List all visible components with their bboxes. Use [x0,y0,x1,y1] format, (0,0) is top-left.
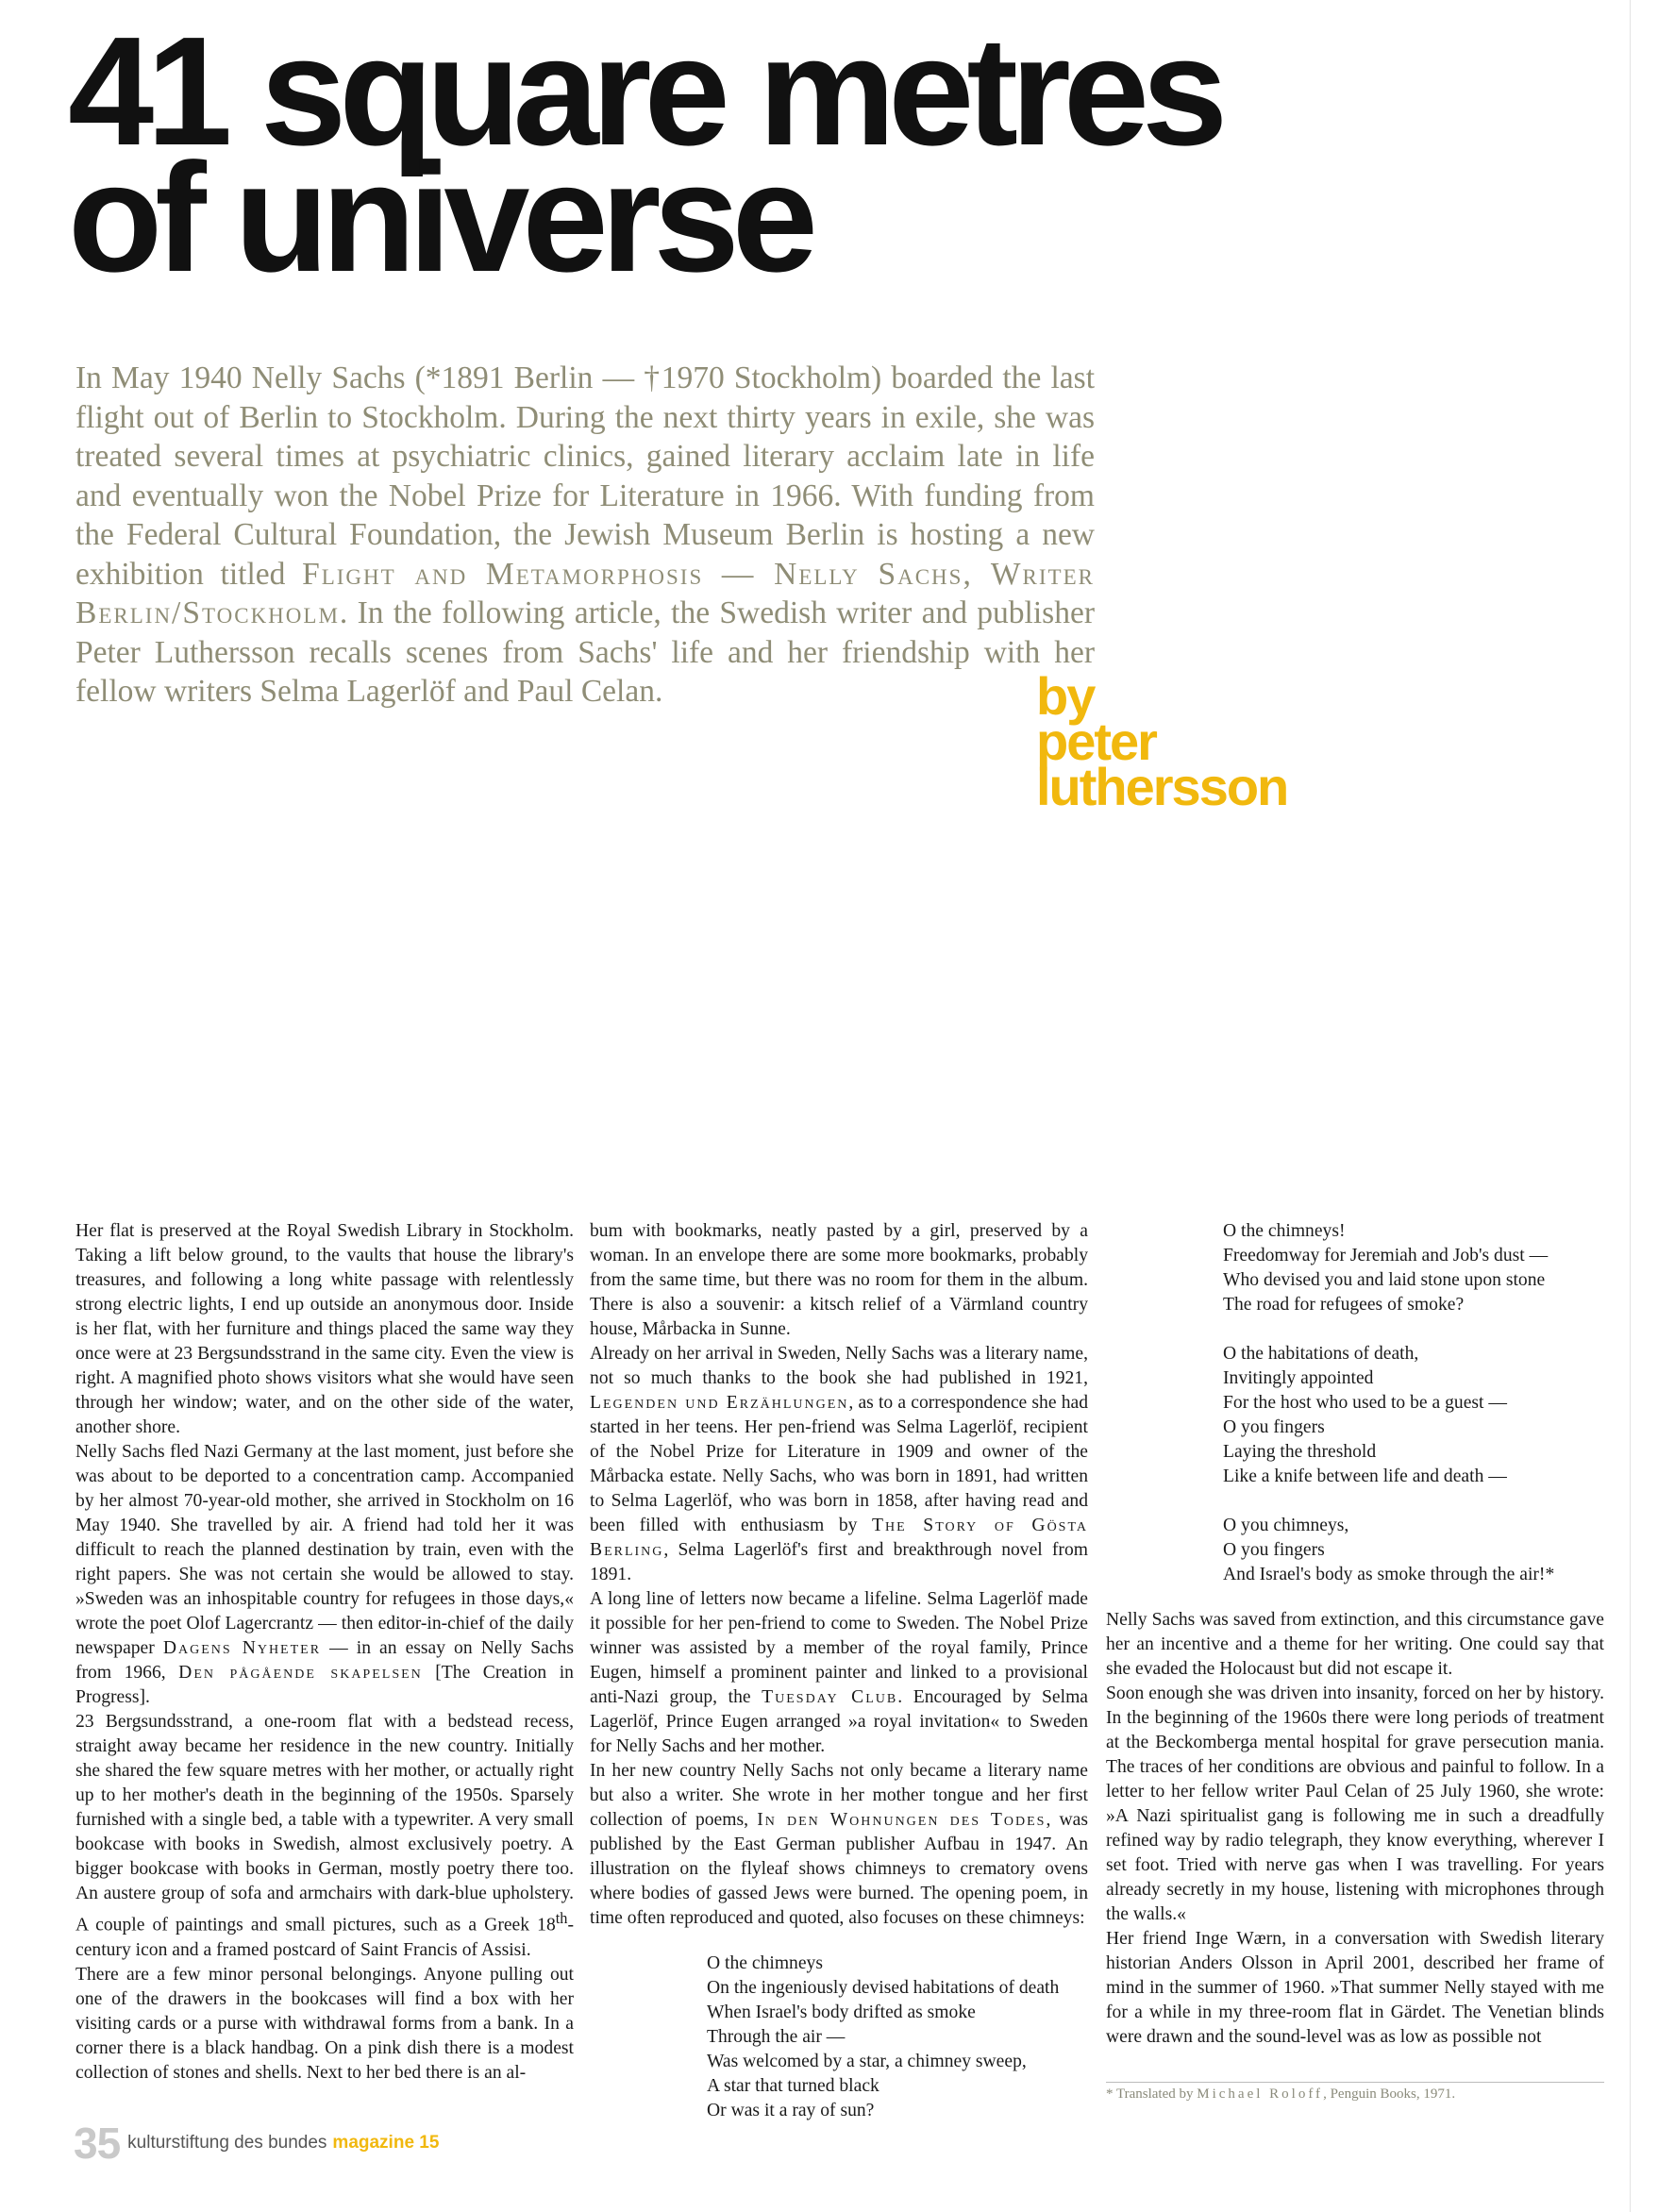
poem-line: Laying the threshold [1223,1442,1377,1462]
poem-line: Invitingly appointed [1223,1368,1374,1388]
title-line-2: of universe [68,131,811,305]
byline [1036,666,1288,816]
paragraph-text: , was published by the East German publisher Aufbau in 1947. An illustration on the flyleaf shows chimneys to crematory ovens where bodies of gassed Jews were burned. The opening poem, in time often reproduced and quoted, also focuses on these chimneys: [590,1810,1089,1928]
book-title: Legenden und Erzählungen [590,1393,849,1413]
poem-line: Through the air — [707,2027,846,2047]
paragraph-text: In her new country Nelly Sachs not only became a literary name but also a writer. She wrote in her mother tongue and her first collection of poems, [590,1761,1088,1830]
body-column-1 [75,1219,574,2106]
poem-line: O you fingers [1223,1417,1325,1437]
essay-title: Den pågående skapelsen [178,1663,423,1683]
body-column-2 [590,1219,1089,2120]
poem-line: The road for refugees of smoke? [1223,1295,1465,1315]
poem-line: O you chimneys, [1223,1516,1349,1535]
book-title: In den Wohnungen des Todes [757,1810,1047,1830]
article-title [68,5,1483,305]
paragraph [590,1759,1088,1931]
paragraph-text: -century icon and a framed postcard of Saint Francis of Assisi. [75,1915,574,1960]
poem-line: Freedomway for Jeremiah and Job's dust — [1223,1246,1549,1265]
poem-line: Was welcomed by a star, a chimney sweep, [707,2052,1027,2071]
intro-text-1: In May 1940 Nelly Sachs (*1891 Berlin — †1970 Stockholm) boarded the last flight out of Berlin to Stockholm. During the next thirty years in exile, she was treated several times at psychiatric clinics, gained literary acclaim late in life and eventually won the Nobel Prize for Literature in 1966. With funding from the Federal Cultural Foundation, the Jewish Museum Berlin is hosting a new exhibition titled [75,360,1095,592]
paragraph-text: Nelly Sachs fled Nazi Germany at the last moment, just before she was about to be deported to a concentration camp. Accompanied by her almost 70-year-old mother, she arrived in Stockholm on 16 May 1940. She travelled by air. A friend had told her it was difficult to reach the planned destination by train, even with the right papers. She was not certain she would be allowed to stay. »Sweden was an inhospitable country for refugees in those days,« wrote the poet Olof Lagercrantz — then editor-in-chief of the daily newspaper [75,1442,574,1658]
newspaper-name: Dagens Nyheter [162,1638,322,1658]
poem-line: A star that turned black [707,2076,879,2096]
title-line-1: 41 square metres [68,5,1221,177]
poem-line: For the host who used to be a guest — [1223,1393,1507,1413]
paragraph: Her flat is preserved at the Royal Swedish Library in Stockholm. Taking a lift below ground, to the vaults that house the library's treasures, and following a long white passage with relentlessly strong electric lights, I end up outside an anonymous door. Inside is her flat, with her furniture and things placed the same way they once were at 23 Bergsundsstrand in the same city. Even the view is right. A magnified photo shows visitors what she would have seen through her window; water, and on the other side of the water, another shore. [75,1221,574,1437]
paragraph-text: Already on her arrival in Sweden, Nelly Sachs was a literary name, not so much thanks to the book she had published in 1921, [590,1344,1088,1388]
poem-line: O the habitations of death, [1223,1344,1419,1364]
footnote-prefix: * Translated by [1106,2086,1197,2102]
club-name: Tuesday Club [762,1687,898,1707]
article-intro [75,359,1095,712]
stanza-gap [1223,1489,1604,1514]
paragraph-text: , as to a correspondence she had started in her teens. Her pen-friend was Selma Lagerlöf, recipient of the Nobel Prize for Literature in 1909 and owner of the Mårbacka estate. Nelly Sachs, who was born in 1891, had written to Selma Lagerlöf, who was born in 1858, after having read and been filled with enthusiasm by [590,1393,1088,1535]
page-number: 35 [74,2119,121,2168]
paragraph [590,1342,1088,1587]
poem-line: Or was it a ray of sun? [707,2101,875,2120]
poem-line: Who devised you and laid stone upon stone [1223,1270,1546,1290]
paragraph-text: A long line of letters now became a lifeline. Selma Lagerlöf made it possible for her pen-friend to come to Sweden. The Nobel Prize winner was assisted by a member of the royal family, Prince Eugen, himself a prominent painter and linked to a provisional anti-Nazi group, the [590,1589,1088,1707]
body-column-3 [1106,1219,1604,2106]
poem-stanza [590,1952,1088,2123]
footnote-suffix: , Penguin Books, 1971. [1323,2086,1456,2102]
paragraph [590,1587,1088,1759]
paragraph: Her friend Inge Wærn, in a conversation with Swedish literary historian Anders Olsson in April 2001, described her frame of mind in the summer of 1960. »That summer Nelly stayed with me for a while in my three-room flat in Gärdet. The Venetian blinds were drawn and the sound-level was as low as possible not [1106,1929,1604,2047]
byline-by: by [1036,666,1095,726]
paragraph [75,1440,574,1710]
paragraph-text: 23 Bergsundsstrand, a one-room flat with a bedstead recess, straight away became her residence in the new country. Initially she shared the few square metres with her mother, or actually right up to her mother's death in the beginning of the 1950s. Sparsely furnished with a single bed, a table with a typewriter. A very small bookcase with books in Swedish, almost exclusively poetry. A bigger bookcase with books in German, mostly poetry there too. An austere group of sofa and armchairs with dark-blue upholstery. A couple of paintings and small pictures, such as a Greek 18 [75,1712,574,1936]
page-edge-rule [1630,0,1631,2212]
poem-line: Like a knife between life and death — [1223,1466,1507,1486]
translator-name: Michael Roloff [1197,2086,1324,2102]
byline-last-name: luthersson [1036,757,1288,816]
paragraph: Nelly Sachs was saved from extinction, and this circumstance gave her an incentive and a theme for her writing. One could say that she evaded the Holocaust but did not escape it. [1106,1610,1604,1679]
poem-line: O you fingers [1223,1540,1325,1560]
paragraph-text: [The Creation in Progress]. [75,1663,574,1707]
poem-line: O the chimneys! [1223,1221,1346,1241]
paragraph: There are a few minor personal belongings. Anyone pulling out one of the drawers in the bookcases will find a box with her visiting cards or a purse with withdrawal forms from a bank. In a corner there is a black handbag. On a pink dish there is a modest collection of stones and shells. Next to her bed there is an al- [75,1964,574,2083]
superscript: th [555,1909,568,1927]
byline-first-name: peter [1036,712,1156,771]
paragraph [75,1710,574,1963]
paragraph-text: — in an essay on Nelly Sachs from 1966, [75,1638,574,1683]
footnote [1106,2082,1604,2103]
poem-line: When Israel's body drifted as smoke [707,2003,976,2022]
page-footer [74,2118,439,2169]
intro-text-2: . In the following article, the Swedish writer and publisher Peter Luthersson recalls scenes from Sachs' life and her friendship with her fellow writers Selma Lagerlöf and Paul Celan. [75,595,1095,709]
poem-line: O the chimneys [707,1953,823,1973]
paragraph: bum with bookmarks, neatly pasted by a girl, preserved by a woman. In an envelope there are some more bookmarks, probably from the same time, but there was no room for them in the album. There is also a souvenir: a kitsch relief of a Värmland country house, Mårbacka in Sunne. [590,1221,1088,1339]
publisher-name: kulturstiftung des bundes [127,2133,327,2153]
poem-line: On the ingeniously devised habitations of death [707,1978,1060,1998]
paragraph: Soon enough she was driven into insanity, forced on her by history. In the beginning of the 1960s there were long periods of treatment at the Beckomberga mental hospital for grave persecution mania. The traces of her conditions are obvious and painful to follow. In a letter to her fellow writer Paul Celan of 25 July 1960, she wrote: »A Nazi spiritualist gang is following me in such a dreadfully refined way by radio telegraph, they know everything, wherever I set foot. Tried with nerve gas when I was travelling. For years already secretly in my house, listening with microphones through the walls.« [1106,1684,1604,1924]
poem-line: And Israel's body as smoke through the air!* [1223,1565,1555,1584]
paragraph-text: . Encouraged by Selma Lagerlöf, Prince Eugen arranged »a royal invitation« to Sweden for Nelly Sachs and her mother. [590,1687,1089,1756]
magazine-issue: magazine 15 [332,2133,440,2153]
paragraph-text: , Selma Lagerlöf's first and breakthrough novel from 1891. [590,1540,1088,1584]
exhibition-title: Flight and Metamorphosis — Nelly Sachs, Writer Berlin/Stockholm [75,556,1095,630]
poem-stanza [1106,1219,1604,1587]
stanza-gap [1223,1317,1604,1342]
book-title: The Story of Gösta Berling [590,1516,1089,1560]
